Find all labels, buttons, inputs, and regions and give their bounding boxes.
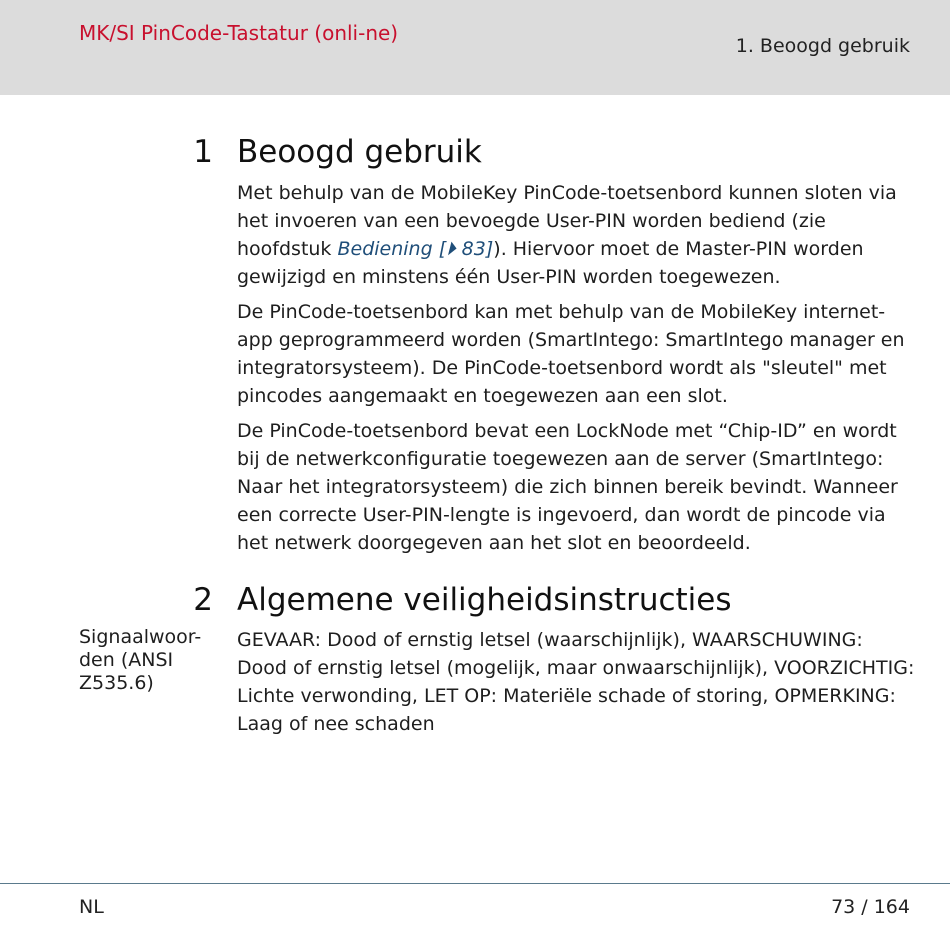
footer-language: NL <box>79 896 104 918</box>
section-2-number: 2 <box>193 582 213 618</box>
link-text: Bediening [ <box>337 238 447 260</box>
page-arrow-icon: ⏵ <box>446 238 456 260</box>
paragraph-text: ). Hiervoor moet de Master-PIN worden gewijzigd en minstens één User-PIN worden toegewezen. <box>237 238 864 288</box>
section-2-paragraph-1: GEVAAR: Dood of ernstig letsel (waarschijnlijk), WAARSCHUWING: Dood of ernstig letsel (mogelijk, maar onwaarschijnlijk), VOORZICHTIG: Lichte verwonding, LET OP: Materiële schade of storing, OPMERKING: Laag of nee schaden <box>237 629 915 735</box>
marginal-note-signal-words: Signaalwoor-den (ANSI Z535.6) <box>79 626 202 694</box>
footer-rule <box>0 883 950 884</box>
section-1-paragraph-3: De PinCode-toetsenbord bevat een LockNode met “Chip-ID” en wordt bij de netwerkconfiguratie toegewezen aan de server (SmartIntego: Naar het integratorsysteem) die zich binnen bereik bevindt. Wanneer een correcte User-PIN-lengte is ingevoerd, dan wordt de pincode via het netwerk doorgegeven aan het slot en beoordeeld. <box>237 420 898 554</box>
section-2-title: Algemene veiligheidsinstructies <box>237 582 732 618</box>
paragraph-text: Met behulp van de MobileKey PinCode-toetsenbord kunnen sloten via het invoeren van een bevoegde User-PIN worden bediend (zie hoofdstuk <box>237 182 897 260</box>
section-1-paragraph-1 <box>237 179 915 291</box>
section-1-paragraph-2: De PinCode-toetsenbord kan met behulp van de MobileKey internet-app geprogrammeerd worden (SmartIntego: SmartIntego manager en integratorsysteem). De PinCode-toetsenbord wordt als "sleutel" met pincodes aangemaakt en toegewezen aan een slot. <box>237 301 905 407</box>
section-1-title: Beoogd gebruik <box>237 134 482 170</box>
document-title: MK/SI PinCode-Tastatur (onli-ne) <box>79 21 399 45</box>
section-2-body <box>237 626 915 745</box>
link-page: 83] <box>455 238 494 260</box>
page-header <box>0 0 950 95</box>
section-1-body <box>237 179 915 564</box>
chapter-link-bediening[interactable] <box>337 238 493 260</box>
running-head: 1. Beoogd gebruik <box>735 35 910 57</box>
footer-page-number: 73 / 164 <box>831 896 910 918</box>
section-1-number: 1 <box>193 134 213 170</box>
